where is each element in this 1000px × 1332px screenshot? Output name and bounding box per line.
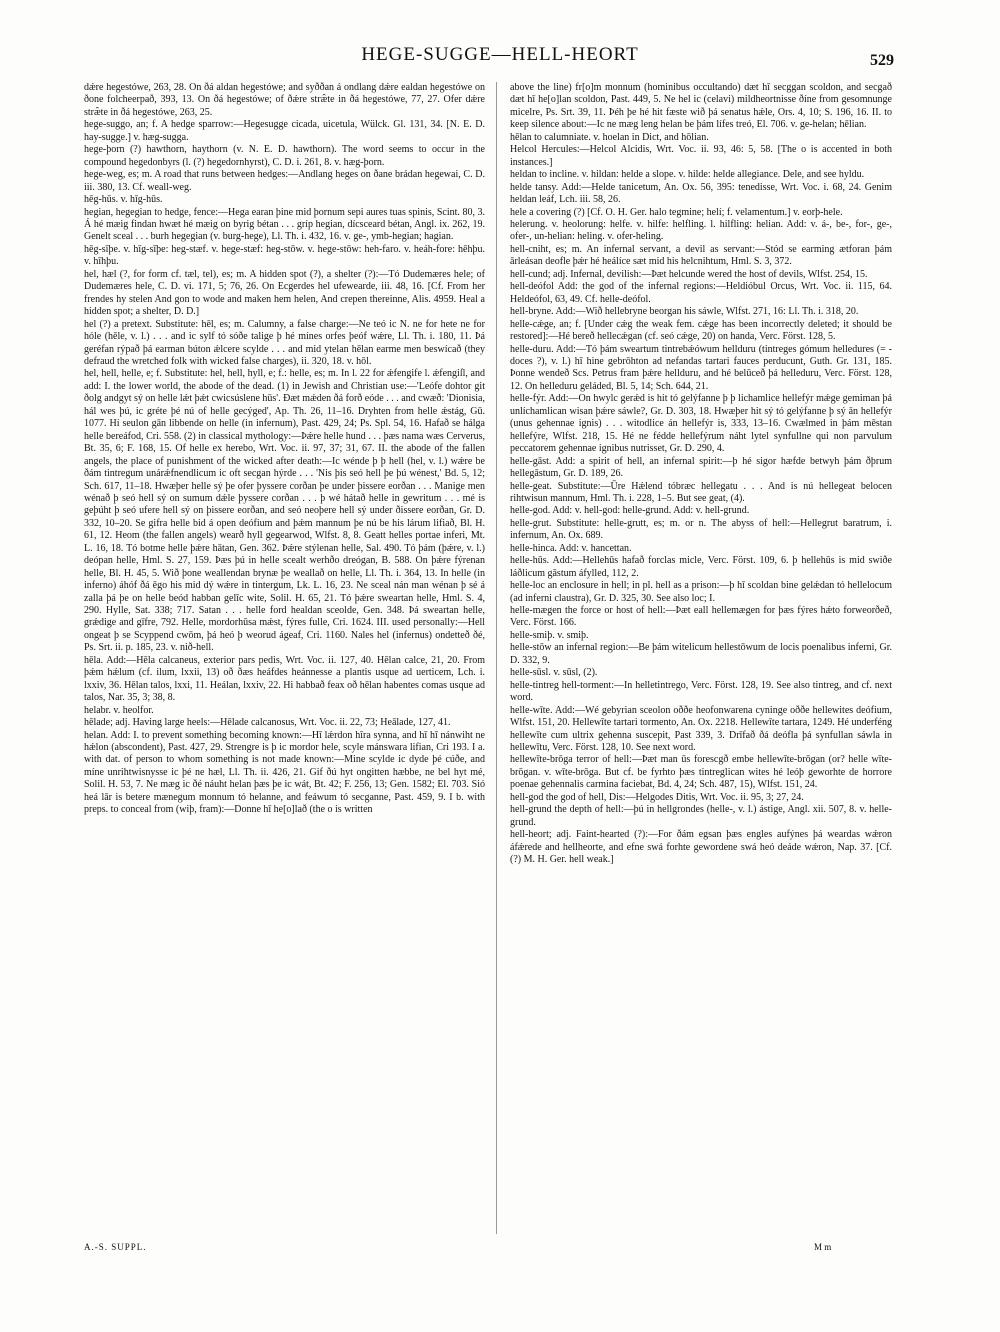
dictionary-entry: Helcol Hercules:—Helcol Alcidis, Wrt. Voc. ii. 93, 46: 5, 58. [The o is accented in both instances.]: [510, 144, 892, 168]
dictionary-entry: hēla. Add:—Hēla calcaneus, exterior pars pedis, Wrt. Voc. ii. 127, 40. Hēlan calce, 21, 20. From þǽm hǽlum (cf. ilum, lxxii, 13) oð ðæs heáfdes heánnesse a plantis usque ad uerticem, Lch. i. lxxiv, 36. Hēlan talos, lxxi, 11. Heálan, lxxiv, 22. Hi habbað feax oð hēlan habentes comas usque ad talos, Nar. 35, 3; 38, 8.: [84, 654, 485, 704]
dictionary-entry: hell-heort; adj. Faint-hearted (?):—For ðám egsan þæs engles aufýnes þá weardas wǽron áfǽrede and hellheorte, and efne swá forhte gewordene swá heó deáde wǽron, Nap. 37. [Cf. (?) M. H. Ger. hell weak.]: [510, 829, 892, 866]
dictionary-entry: hēlan to calumniate. v. hoelan in Dict, and hōlian.: [510, 131, 709, 143]
footer-signature-mark: M m: [814, 1242, 832, 1252]
dictionary-entry: helle-fýr. Add:—On hwylc gerǽd is hit tó gelýfanne þ þ lichamlice hellefýr mǽge gemiman þá unlíchamlican wisan þǽre sáwle?, Gr. D. 303, 18. Hwæþer hit sý tó gelýfanne þ sý ān hellefýr (unus gehennae ignis) . . . witodlice án hellefýr is, 333, 13–16. Cwælmed in þám mēstan hellefýre, Wlfst. 218, 15. Hé ne fédde hellefýrum náht lytel synfullne qui non parvulum peccatorem gehennae ignibus nutrisset, Gr. D. 290, 4.: [510, 393, 892, 455]
dictionary-entry: hell-god the god of hell, Dis:—Helgodes Ditis, Wrt. Voc. ii. 95, 3; 27, 24.: [510, 791, 804, 803]
dictionary-entry: helan. Add: I. to prevent something becoming known:—Hī lǽrdon hīra synna, and hī hī nánwiht ne hǽlon (abscondent), Past. 427, 29. Strengre is þ ic mordor hele, scyle mánswara lifian, Cri 193. I a. with dat. of person to whom something is not made known:—Mine scylde ic dyde þé cúðe, and míne unrihtwisnysse ic þé ne hæl, Ll. Th. ii. 426, 21. Gif ðú hyt ongitten hæbbe, ne bel hyt mé, Solil. H. 53, 7. Ne mæg ic ðé náuht helan þæs þe ic wát, Bt. 42; F. 256, 13; Gen. 1582; El. 703. Sió heá lār is betere mænegum monnum tó helanne, and feáwum tó secganne, Past. 459, 9. I b. with preps. to conceal from (wiþ, fram):—Donne hī he[o]lað (the o is written: [84, 729, 485, 816]
dictionary-entry: helle-tintreg hell-torment:—In helletintrego, Verc. Först. 128, 19. See also tintreg, and cf. next word.: [510, 679, 892, 704]
dictionary-entry: hell-bryne. Add:—Wið hellebryne beorgan his sáwle, Wlfst. 271, 16: Ll. Th. i. 318, 20.: [510, 306, 859, 318]
dictionary-entry: helle-god. Add: v. hell-god: helle-grund. Add: v. hell-grund.: [510, 505, 750, 517]
footer-signature: A.-S. SUPPL.: [84, 1242, 147, 1252]
dictionary-entry: helabr. v. heolfor.: [84, 704, 154, 716]
dictionary-entry: hell-cund; adj. Infernal, devilish:—Þæt helcunde wered the host of devils, Wlfst. 254, 15.: [510, 268, 868, 280]
dictionary-entry: hege-þorn (?) hawthorn, haythorn (v. N. E. D. hawthorn). The word seems to occur in the compound hegedonbyrs (l. (?) hegedornhyrst), C. D. i. 261, 8. v. hæg-þorn.: [84, 144, 485, 168]
dictionary-entry: hel (?) a pretext. Substitute: hēl, es; m. Calumny, a false charge:—Ne teó ic N. ne for hete ne for hóle (hēle, v. l.) . . . and ic sylf tó sóðe talige þ hé mínes orfes þeóf wǽre, Ll. Th. i. 180, 11. Þá geréfan rýpað þá earman búton ǽlcere scylde . . . and mid ytelan hēlan earme men beswícað (they defraud the wretched folk with wicked false charges), ii. 320, 18. v. hōl.: [84, 318, 485, 367]
dictionary-entry: hell-deófol Add: the god of the infernal regions:—Heldióbul Orcus, Wrt. Voc. ii. 115, 64. Heldeófol, 63, 49. Cf. helle-deófol.: [510, 281, 892, 305]
dictionary-entry: hell-cniht, es; m. An infernal servant, a devil as servant:—Stód se earming ætforan þám ārleásan deofle þǽr hé heálíce sæt mid his helcnihtum, Hml. S. 3, 372.: [510, 243, 892, 268]
dictionary-entry: helle-sūsl. v. sūsl, (2).: [510, 667, 598, 679]
dictionary-entry: hēg-hūs. v. hīg-hūs.: [84, 194, 163, 206]
dictionary-entry: helle-geat. Substitute:—Ūre Hǽlend tóbræc hellegatu . . . And is nú hellegeat belocen rihtwisun mannum, Hml. Th. i. 228, 1–5. But see geat, (4).: [510, 480, 892, 504]
dictionary-entry: hēlade; adj. Having large heels:—Hēlade calcanosus, Wrt. Voc. ii. 22, 73; Heālade, 127, 41.: [84, 717, 451, 729]
dictionary-entry: hēg-sīþe. v. hīg-sīþe: heg-stæf. v. hege-stæf: heg-stōw. v. hege-stōw: heh-faro. v. heáh-fore: hēhþu. v. hīhþu.: [84, 243, 485, 268]
dictionary-entry: helle-grut. Substitute: helle-grutt, es; m. or n. The abyss of hell:—Hellegrut baratrum, i. infernum, An. Ox. 689.: [510, 517, 892, 542]
dictionary-entry: dǽre hegestówe, 263, 28. On ðá aldan hegestówe; and syððan á ondlang dǽre ealdan hegestówe on ðone folcheerpað, 393, 13. On ðá hegestówe; of ðǽre stræ̂te in ðá hegestówe, 77, 27. Ofer dǽre stræ̂te in ðá hegestówe, 263, 25.: [84, 82, 485, 118]
left-column: [84, 82, 485, 817]
dictionary-entry: helle-loc an enclosure in hell; in pl. hell as a prison:—þ hī scoldan bine gelǽdan tó hellelocum (ad inferni claustra), Gr. D. 325, 30. See also loc; I.: [510, 580, 892, 604]
dictionary-entry: helerung. v. heolorung: helfe. v. hilfe: helfling. l. hilfling: helian. Add: v. á-, be-, for-, ge-, ofer-, un-helian: heling. v. ofer-heling.: [510, 218, 892, 243]
dictionary-entry: helle-stōw an infernal region:—Be þám witelicum hellestōwum de locis poenalibus inferni, Gr. D. 332, 9.: [510, 642, 892, 666]
page-number: 529: [870, 52, 894, 69]
dictionary-entry: above the line) fr[o]m monnum (hominibus occultando) dæt hī secggan scoldon, and secgað dæt hī he[o]lan scoldon, Past. 449, 5. Ne hel ic (celavi) mildheortnisse ðíne from gesomnunge micelre, Ps. Srt. 39, 11. Þéh þe hé hit fæste wið þá senatus hǽle, Ors. 4, 10; S. 196, 16. II. to keep silence about:—Ic ne mæg leng helan be þám lífes treó, El. 706. v. ge-helan; hēlian.: [510, 82, 892, 131]
dictionary-entry: helle-duru. Add:—Tó þám sweartum tintrebǽówum hellduru (tintreges gómum helledures (= -doces ?), v. l.) hī hine gebrōhton ad nefandas tartari fauces perducunt, Guth. Gr. 131, 185. Þonne wendeð Scs. Petrus fram þǽre hellduru, and hé belūceð þá helleduru, Verc. Först. 128, 12. On helleduru geláded, Bl. 5, 14; Sch. 644, 21.: [510, 343, 892, 392]
dictionary-entry: helle-hinca. Add: v. hancettan.: [510, 542, 632, 554]
dictionary-entry: helde tansy. Add:—Helde tanicetum, An. Ox. 56, 395: tenedisse, Wrt. Voc. i. 68, 24. Genim heldan leáf, Lch. iii. 58, 26.: [510, 181, 892, 206]
dictionary-entry: hege-weg, es; m. A road that runs between hedges:—Andlang heges on ðane brádan hegewai, C. D. iii. 380, 13. Cf. weall-weg.: [84, 169, 485, 193]
dictionary-entry: hell-grund the depth of hell:—þú in hellgrondes (helle-, v. l.) ástige, Angl. xii. 507, 8. v. helle-grund.: [510, 804, 892, 828]
dictionary-entry: hegian, hegegian to hedge, fence:—Hega earan þine mid þornum sepi aures tuas spinis, Scint. 80, 3. Á hé mæig findan hwæt hé mæig on byrig bétan . . . gríp hegian, dícsceard bétan, Angl. ix. 262, 19. Genelt sceal . . . burh hegegian (v. burg-hege), Ll. Th. i. 432, 16. v. ge-, ymb-hegian; hagian.: [84, 206, 485, 243]
dictionary-entry: hel, hæl (?, for form cf. tæl, tel), es; m. A hidden spot (?), a shelter (?):—Tó Dudemæres hele; of Dudemæres hele, C. D. vi. 171, 5; 76, 26. On Ecgerdes hel ufewearde, iii. 48, 16. [Cf. From her frendes hy stelen And gon to wode and maken hem helen, And crepen thereinne, Alis. 4959. Heal a hidden spot; a shelter, D. D.]: [84, 268, 485, 318]
right-column: [510, 82, 892, 867]
dictionary-entry: hellewīte-brōga terror of hell:—Þæt man ūs forescgð embe hellewīte-brōgan (or? helle wīte-brōgan. v. wīte-brōga. But cf. be fyrhto þæs tintreglican wites hé leóþ geworhte de horrore poenae gehennalis carmina faciebat, Bd. 4, 24; Sch. 487, 15), Wlfst. 151, 24.: [510, 754, 892, 791]
dictionary-entry: hege-suggo, an; f. A hedge sparrow:—Hegesugge cicada, uicetula, Wülck. Gl. 131, 34. [N. E. D. hay-sugge.] v. hæg-sugga.: [84, 119, 485, 143]
dictionary-entry: helle-smiþ. v. smiþ.: [510, 629, 589, 641]
dictionary-entry: hele a covering (?) [Cf. O. H. Ger. halo tegmine; helí; f. velamentum.] v. eorþ-hele.: [510, 206, 843, 218]
column-divider: [496, 82, 497, 1234]
running-head: HEGE-SUGGE—HELL-HEORT: [361, 44, 639, 65]
dictionary-entry: hel, hell, helle, e; f. Substitute: hel, hell, hyll, e; f.: helle, es; m. In l. 22 for ǽfengife l. ǽfengiſl, and add: I. the lower world, the abode of the dead. (1) in Jewish and Christian use:—'Leófe dohtor git ðolg andgyt sý on helle lǽt þǽt cwicsúslene hūs'. Ðæt mǽden ðá forð eóde . . . and cwæð: 'Dionisia, hál wes þú, ic gréte þé nú of helle gecýged', Ap. Th. 26, 11–16. Dryhten from helle ǽstág, Gū. 1077. Hí seulon gān libbende on helle (in infernum), Past. 429, 24; Ps. Spl. 54, 16. Hafað se hálga helle bereáfod, Cri. 558. (2) in classical mythology:—Þǽre helle hund . . . þæs nama wæs Cerverus, Bt. 35, 6; F. 168, 15. Of helle ex herebo, Wrt. Voc. ii. 97, 37; 31, 67. II. the abode of the fallen angels, the place of punishment of the wicked after death:—Ic wénde þ þ hell (hel, v. l.) wǽre be ðám tintregum unárǽfnendlicum ic oft secgan hýrde . . . 'Nis þis seó hell þe þú wénest,' Bd. 5, 12; Sch. 617, 11–18. Hwæþer helle sý þe ofer þyssere corðan þe under þissere eorðan . . . Manige men wénað þ seó hell sý on sumum dǽle þyssere corðan . . . þ wé hátað helle in gewritum . . . mé is geþúht þ seó ufere hell sý on þissere eorðan, and seó neoþere hell sý under ðissere eorðan, Gr. D. 332, 10–20. Se gifra helle bid á open deófium and þǽm mannum þe nú be his lárum lifiað, Bl. H. 61, 12. Heom (the fallen angels) wearð hyll gegearwod, Wlfst. 8, 8. Geatt helles portae inferi, Mt. L. 16, 18. Tó botme helle þǽre hātan, Gen. 362. Þǽre stýlenan helle, Sal. 490. Tó þám (þǽre, v. l.) deópan helle, Hml. S. 27, 159. Þæs þú in helle scealt werhðo dreógan, B. 588. On þǽre fýrenan helle, Bl. H. 45, 5. Wið þone weallendan brynæ þe weallað on helle, Ll. Th. i. 364, 13. In helle (in inferno) áhóf ðá ēgo his mid dý wǽre in tintergum, Lk. L. 16, 23. Ne sceal nán man wénan þ sé á zalla þá þe on helle beód habban gelīc wite, Solil. H. 65, 21. Tó þǽre sweartan helle, Hml. S. 4, 290. Hylle, Sat. 338; 717. Satan . . . helle ford healdan sceolde, Gen. 348. Þá sweartan helle, grǽdige and gīfre, 792. Helle, mordorhūsa mǽst, fýres fulle, Cri. 1624. III. used personally:—Hell ongeat þ se Scyppend cwōm, þá heó þ weorud ágeaf, Cri. 1160. Nales hel (infernus) ondetteð ðé, Ps. Srt. ii. p. 185, 23. v. nið-hell.: [84, 368, 485, 654]
dictionary-entry: helle-cǽge, an; f. [Under cǽg the weak fem. cǽge has been incorrectly deleted; it should be restored]:—Hé bereð hellecǽgan (cf. seó cǽge, 20) on handa, Verc. Först. 128, 5.: [510, 318, 892, 343]
dictionary-entry: helle-mægen the force or host of hell:—Þæt eall hellemægen for þæs fýres hǽto forweorðeð, Verc. Först. 166.: [510, 605, 892, 629]
dictionary-entry: helle-wīte. Add:—Wé gebyrian sceolon oððe heofonwarena cyninge oððe hellewites deófium, Wlfst. 151, 20. Hellewīte tartari tormento, An. Ox. 2218. Hellewīte tartara, 1249. Hé underféng hellewīte cum ultrix gehenna suscepit, Past 339, 3. Drīfað ðá deófla þá synfullan sáwla in hellewītu, Verc. Först. 128, 10. See next word.: [510, 704, 892, 754]
dictionary-entry: heldan to incline. v. hildan: helde a slope. v. hilde: helde allegiance. Dele, and see hyldu.: [510, 169, 865, 181]
dictionary-entry: helle-hūs. Add:—Hellehūs hafað forclas micle, Verc. Först. 109, 6. þ hellehūs is mid swiðe láðlicum gāstum áfylled, 112, 2.: [510, 555, 892, 579]
dictionary-entry: helle-gāst. Add: a spirit of hell, an infernal spirit:—þ hé sigor hæfde betwyh þám ðþrum hellegāstum, Gr. D. 189, 26.: [510, 455, 892, 480]
